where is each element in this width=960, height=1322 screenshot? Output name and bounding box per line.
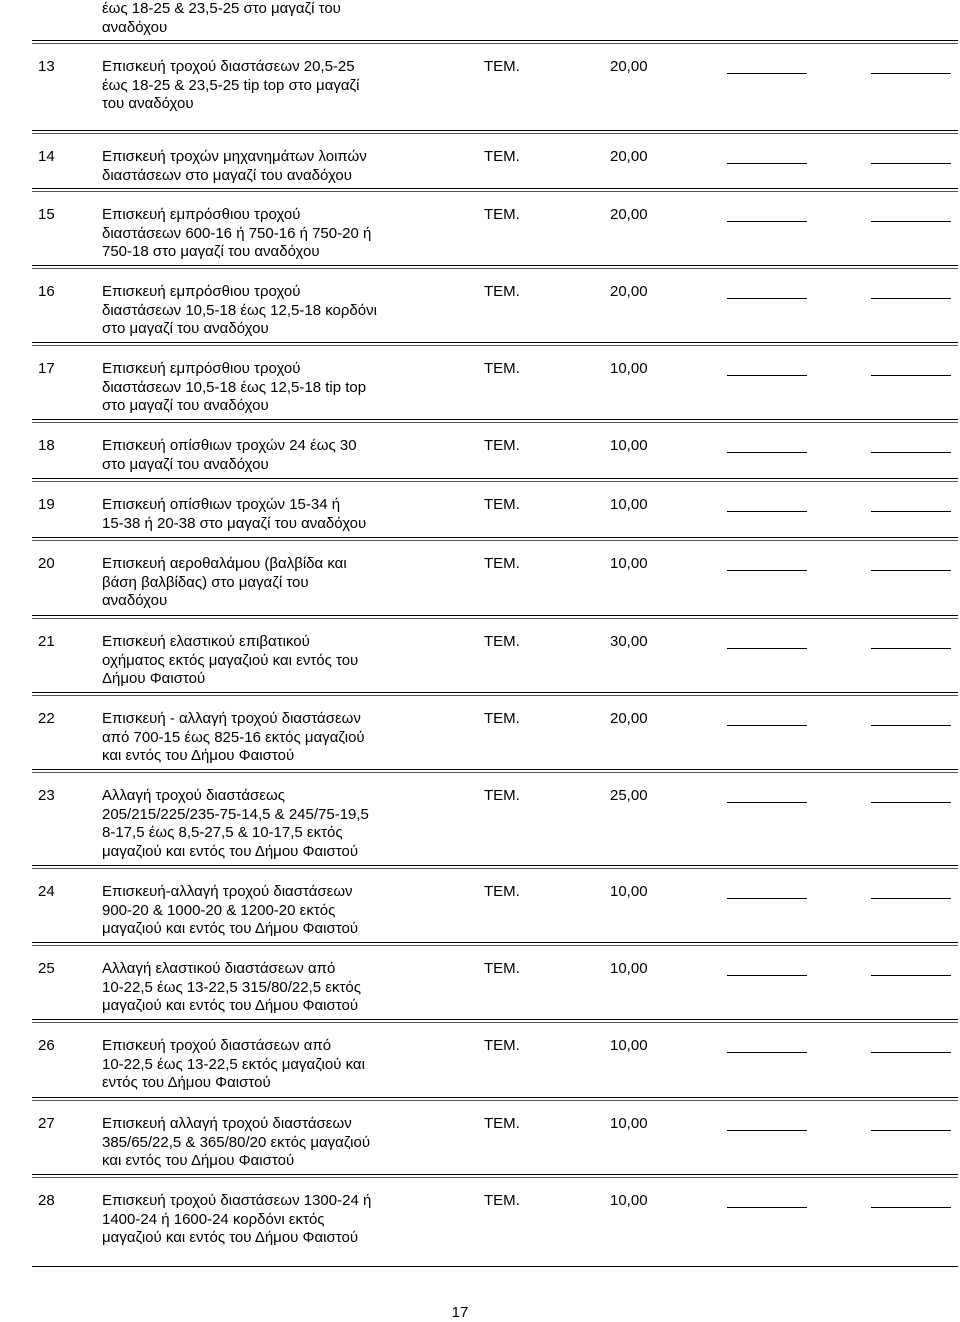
offer-price-blank[interactable] — [727, 298, 807, 299]
total-price-blank[interactable] — [871, 298, 951, 299]
row-separator-double — [32, 345, 958, 346]
total-price-blank[interactable] — [871, 163, 951, 164]
item-description: Αλλαγή ελαστικού διαστάσεων από 10-22,5 έως 13-22,5 315/80/22,5 εκτός μαγαζιού και εντός του Δήμου Φαιστού — [102, 960, 361, 1014]
offer-price-blank[interactable] — [727, 511, 807, 512]
row-separator — [32, 537, 958, 538]
item-unit-price: 10,00 — [610, 1037, 648, 1054]
item-unit: ΤΕΜ. — [484, 1192, 520, 1209]
item-unit: ΤΕΜ. — [484, 1115, 520, 1132]
total-price-blank[interactable] — [871, 570, 951, 571]
row-separator-double — [32, 268, 958, 269]
item-description: Επισκευή οπίσθιων τροχών 15-34 ή 15-38 ή 20-38 στο μαγαζί του αναδόχου — [102, 496, 367, 532]
row-separator-double — [32, 540, 958, 541]
row-separator — [32, 1174, 958, 1175]
total-price-blank[interactable] — [871, 898, 951, 899]
total-price-blank[interactable] — [871, 975, 951, 976]
row-separator-double — [32, 133, 958, 134]
item-unit: ΤΕΜ. — [484, 1037, 520, 1054]
item-unit-price: 10,00 — [610, 883, 648, 900]
item-number: 21 — [38, 633, 55, 650]
offer-price-blank[interactable] — [727, 375, 807, 376]
item-number: 26 — [38, 1037, 55, 1054]
row-separator-double — [32, 1022, 958, 1023]
total-price-blank[interactable] — [871, 221, 951, 222]
item-number: 19 — [38, 496, 55, 513]
offer-price-blank[interactable] — [727, 802, 807, 803]
row-separator — [32, 130, 958, 131]
row-separator-double — [32, 868, 958, 869]
item-number: 23 — [38, 787, 55, 804]
offer-price-blank[interactable] — [727, 452, 807, 453]
total-price-blank[interactable] — [871, 1052, 951, 1053]
item-unit-price: 10,00 — [610, 496, 648, 513]
offer-price-blank[interactable] — [727, 570, 807, 571]
row-separator-double — [32, 618, 958, 619]
item-description: Επισκευή - αλλαγή τροχού διαστάσεων από 700-15 έως 825-16 εκτός μαγαζιού και εντός του Δήμου Φαιστού — [102, 710, 365, 764]
item-unit-price: 20,00 — [610, 148, 648, 165]
row-separator — [32, 615, 958, 616]
item-description: Επισκευή ελαστικού επιβατικού οχήματος εκτός μαγαζιού και εντός του Δήμου Φαιστού — [102, 633, 359, 687]
item-description: Επισκευή τροχού διαστάσεων 20,5-25 έως 18-25 & 23,5-25 tip top στο μαγαζί του αναδόχου — [102, 58, 360, 112]
item-description: Επισκευή εμπρόσθιου τροχού διαστάσεων 10,5-18 έως 12,5-18 tip top στο μαγαζί του αναδόχου — [102, 360, 367, 414]
continued-description: έως 18-25 & 23,5-25 στο μαγαζί του αναδόχου — [102, 0, 341, 36]
row-separator — [32, 1097, 958, 1098]
row-separator-double — [32, 1177, 958, 1178]
item-unit-price: 10,00 — [610, 960, 648, 977]
offer-price-blank[interactable] — [727, 221, 807, 222]
offer-price-blank[interactable] — [727, 898, 807, 899]
row-separator — [32, 1019, 958, 1020]
item-unit-price: 10,00 — [610, 1115, 648, 1132]
item-number: 27 — [38, 1115, 55, 1132]
item-unit: ΤΕΜ. — [484, 437, 520, 454]
item-description: Επισκευή οπίσθιων τροχών 24 έως 30 στο μαγαζί του αναδόχου — [102, 437, 357, 473]
item-unit-price: 10,00 — [610, 1192, 648, 1209]
row-separator — [32, 478, 958, 479]
item-number: 17 — [38, 360, 55, 377]
item-unit-price: 20,00 — [610, 283, 648, 300]
item-unit-price: 20,00 — [610, 710, 648, 727]
page-number: 17 — [451, 1304, 469, 1321]
item-description: Επισκευή εμπρόσθιου τροχού διαστάσεων 600-16 ή 750-16 ή 750-20 ή 750-18 στο μαγαζί του αναδόχου — [102, 206, 372, 260]
row-separator — [32, 342, 958, 343]
item-number: 25 — [38, 960, 55, 977]
item-unit: ΤΕΜ. — [484, 206, 520, 223]
total-price-blank[interactable] — [871, 725, 951, 726]
item-number: 20 — [38, 555, 55, 572]
item-unit-price: 20,00 — [610, 206, 648, 223]
item-description: Επισκευή εμπρόσθιου τροχού διαστάσεων 10,5-18 έως 12,5-18 κορδόνι στο μαγαζί του αναδόχου — [102, 283, 377, 337]
total-price-blank[interactable] — [871, 1207, 951, 1208]
item-description: Επισκευή τροχών μηχανημάτων λοιπών διαστάσεων στο μαγαζί του αναδόχου — [102, 148, 367, 184]
row-separator — [32, 865, 958, 866]
row-separator-double — [32, 191, 958, 192]
row-separator — [32, 419, 958, 420]
row-separator-double — [32, 772, 958, 773]
offer-price-blank[interactable] — [727, 1207, 807, 1208]
item-unit-price: 30,00 — [610, 633, 648, 650]
row-separator — [32, 692, 958, 693]
row-separator — [32, 942, 958, 943]
item-number: 13 — [38, 58, 55, 75]
row-separator — [32, 769, 958, 770]
row-separator-double — [32, 945, 958, 946]
item-unit: ΤΕΜ. — [484, 710, 520, 727]
item-unit: ΤΕΜ. — [484, 555, 520, 572]
item-description: Επισκευή αεροθαλάμου (βαλβίδα και βάση βαλβίδας) στο μαγαζί του αναδόχου — [102, 555, 347, 609]
offer-price-blank[interactable] — [727, 725, 807, 726]
item-unit: ΤΕΜ. — [484, 148, 520, 165]
item-unit-price: 10,00 — [610, 555, 648, 572]
item-description: Επισκευή αλλαγή τροχού διαστάσεων 385/65/22,5 & 365/80/20 εκτός μαγαζιού και εντός του Δήμου Φαιστού — [102, 1115, 371, 1169]
row-separator-double — [32, 422, 958, 423]
row-separator-double — [32, 1100, 958, 1101]
row-separator — [32, 188, 958, 189]
total-price-blank[interactable] — [871, 73, 951, 74]
item-unit: ΤΕΜ. — [484, 787, 520, 804]
offer-price-blank[interactable] — [727, 1052, 807, 1053]
total-price-blank[interactable] — [871, 375, 951, 376]
item-unit: ΤΕΜ. — [484, 496, 520, 513]
row-separator — [32, 265, 958, 266]
offer-price-blank[interactable] — [727, 1130, 807, 1131]
item-unit-price: 10,00 — [610, 360, 648, 377]
offer-price-blank[interactable] — [727, 163, 807, 164]
total-price-blank[interactable] — [871, 511, 951, 512]
item-unit: ΤΕΜ. — [484, 633, 520, 650]
row-separator-double — [32, 695, 958, 696]
total-price-blank[interactable] — [871, 648, 951, 649]
item-number: 22 — [38, 710, 55, 727]
table-bottom-rule — [32, 1266, 958, 1267]
item-unit: ΤΕΜ. — [484, 960, 520, 977]
item-number: 28 — [38, 1192, 55, 1209]
item-description: Επισκευή τροχού διαστάσεων 1300-24 ή 1400-24 ή 1600-24 κορδόνι εκτός μαγαζιού και εντός του Δήμου Φαιστού — [102, 1192, 372, 1246]
item-number: 18 — [38, 437, 55, 454]
row-separator-double — [32, 43, 958, 44]
item-number: 15 — [38, 206, 55, 223]
total-price-blank[interactable] — [871, 452, 951, 453]
item-unit: ΤΕΜ. — [484, 283, 520, 300]
item-description: Επισκευή τροχού διαστάσεων από 10-22,5 έως 13-22,5 εκτός μαγαζιού και εντός του Δήμου Φαιστού — [102, 1037, 365, 1091]
offer-price-blank[interactable] — [727, 73, 807, 74]
row-separator — [32, 40, 958, 41]
item-unit-price: 10,00 — [610, 437, 648, 454]
item-unit: ΤΕΜ. — [484, 58, 520, 75]
total-price-blank[interactable] — [871, 802, 951, 803]
item-unit-price: 20,00 — [610, 58, 648, 75]
item-number: 16 — [38, 283, 55, 300]
item-description: Αλλαγή τροχού διαστάσεως 205/215/225/235-75-14,5 & 245/75-19,5 8-17,5 έως 8,5-27,5 & 10-17,5 εκτός μαγαζιού και εντός του Δήμου Φαιστού — [102, 787, 369, 860]
row-separator-double — [32, 481, 958, 482]
item-description: Επισκευή-αλλαγή τροχού διαστάσεων 900-20 & 1000-20 & 1200-20 εκτός μαγαζιού και εντός του Δήμου Φαιστού — [102, 883, 359, 937]
item-number: 14 — [38, 148, 55, 165]
item-unit: ΤΕΜ. — [484, 883, 520, 900]
item-unit-price: 25,00 — [610, 787, 648, 804]
total-price-blank[interactable] — [871, 1130, 951, 1131]
item-number: 24 — [38, 883, 55, 900]
item-unit: ΤΕΜ. — [484, 360, 520, 377]
offer-price-blank[interactable] — [727, 975, 807, 976]
offer-price-blank[interactable] — [727, 648, 807, 649]
